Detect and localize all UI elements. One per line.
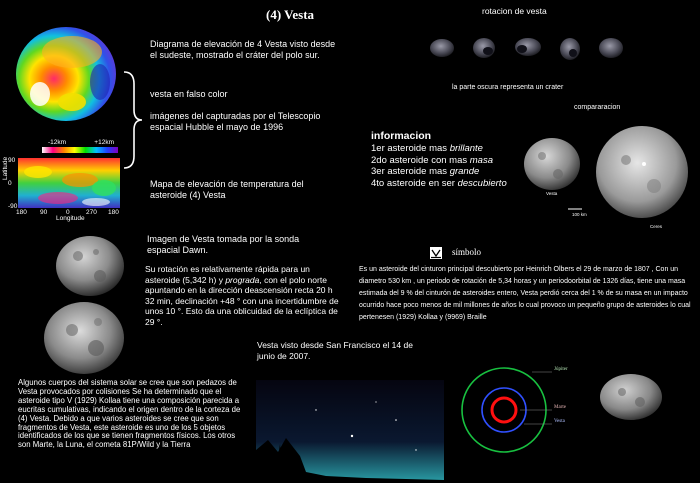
map-xtick: 90	[40, 209, 48, 216]
orbit-label-vesta: Vesta	[554, 419, 565, 424]
dawn-vesta-closeup-image	[42, 300, 126, 376]
comparison-image	[522, 120, 694, 232]
informacion-item: 2do asteroide con mas masa	[371, 154, 493, 166]
colorbar-min-label: -12km	[48, 139, 67, 146]
comparison-vesta-label: Vesta	[546, 191, 558, 196]
sanfrancisco-sky-image	[256, 380, 444, 483]
elevation-map-image	[18, 158, 120, 208]
map-ylabel: Latitude	[2, 156, 9, 180]
vesta-orbit-asteroid-image	[598, 372, 664, 422]
informacion-item: 4to asteroide en ser descubierto	[371, 177, 507, 189]
rotation-text: Su rotación es relativamente rápida para un asteroide (5,342 h) y prograda, con el polo norte apuntando en la dirección deascensión recta 20 h 32 min, declinación +48 ° con una incertidumbre de unos 10 °. Esto da una oblicuidad de la eclíptica de 29 °.	[145, 264, 339, 327]
rotation-title: rotacion de vesta	[482, 6, 547, 16]
informacion-item: 3er asteroide mas grande	[371, 166, 480, 177]
curly-bracket	[120, 70, 146, 170]
hubble-caption: imágenes del capturadas por el Telescopio espacial Hubble el mayo de 1996	[150, 111, 321, 132]
map-xtick: 180	[108, 209, 119, 216]
comparison-ceres-label: Ceres	[650, 224, 663, 229]
map-ytick: 90	[8, 157, 16, 164]
informacion-box	[371, 130, 507, 189]
comparison-title: compararacion	[574, 104, 621, 111]
map-yticks	[8, 157, 16, 211]
comparison-scale-label: 100 km	[572, 212, 587, 217]
colorbar	[42, 139, 118, 153]
page-title: (4) Vesta	[266, 7, 315, 22]
sanfrancisco-caption: Vesta visto desde San Francisco el 14 de junio de 2007.	[257, 340, 413, 361]
map-xlabel: Longitude	[56, 215, 85, 222]
map-xtick: 270	[86, 209, 97, 216]
rotation-sequence-image	[428, 34, 638, 64]
dawn-vesta-image	[52, 232, 128, 300]
map-xtick: 0	[66, 209, 70, 216]
elevation-caption: Diagrama de elevación de 4 Vesta visto desde el sudeste, mostrado el cráter del polo sur.	[150, 39, 336, 60]
informacion-heading: informacion	[371, 130, 432, 142]
informacion-item: 1er asteroide mas brillante	[371, 143, 483, 154]
colorbar-max-label: +12km	[94, 139, 114, 146]
vesta-symbol-icon	[430, 247, 442, 259]
orbit-label-jupiter: Júpiter	[554, 367, 568, 372]
orbit-diagram	[460, 362, 586, 472]
map-ytick: 0	[8, 180, 12, 187]
map-ytick: -90	[8, 203, 18, 210]
description-text: Es un asteroide del cinturon principal descubierto por Heinrich Olbers el 29 de marzo de 1807 , Con un diametro 530 km , un periodo de rotación de 5,34 horas y un periodoorbital de 1326 días, tiene una masa estimada del 9 % del cinturón de asteroides entero, Vesta perdió cerca del 1 % de su masa en un impacto ocurrido hace poco menos de mil millones de años lo cual provoco un pequeño grupo de asteroides lo cual pertenesen (1929) Kollaa y (9969) Braille	[359, 266, 691, 321]
elevation-globe-image	[14, 24, 118, 124]
rotation-caption: la parte oscura representa un crater	[452, 84, 564, 91]
dawn-caption: Imagen de Vesta tomada por la sonda espacial Dawn.	[147, 234, 300, 255]
temperature-map-caption: Mapa de elevación de temperatura del asteroide (4) Vesta	[150, 179, 304, 200]
false-color-caption: vesta en falso color	[150, 89, 228, 99]
orbit-label-marte: Marte	[554, 405, 566, 410]
symbol-label: símbolo	[452, 247, 482, 257]
map-xtick: 180	[16, 209, 27, 216]
fragments-text: Algunos cuerpos del sistema solar se cree que son pedazos de Vesta provocados por colisiones Se ha determinado que el asteroide tipo V (1929) Kollaa tiene una composición parecida a eucritas cumulativas, indicando el origen dentro de la corteza de (4) Vesta. Debido a que varios asteroides se cree que son fragmentos de Vesta, este asteroide es uno de los 5 objetos identificados de los que se tienen fragmentos físicos. Los otros son Marte, la Luna, el cometa 81P/Wild y la Tierra	[18, 378, 241, 450]
